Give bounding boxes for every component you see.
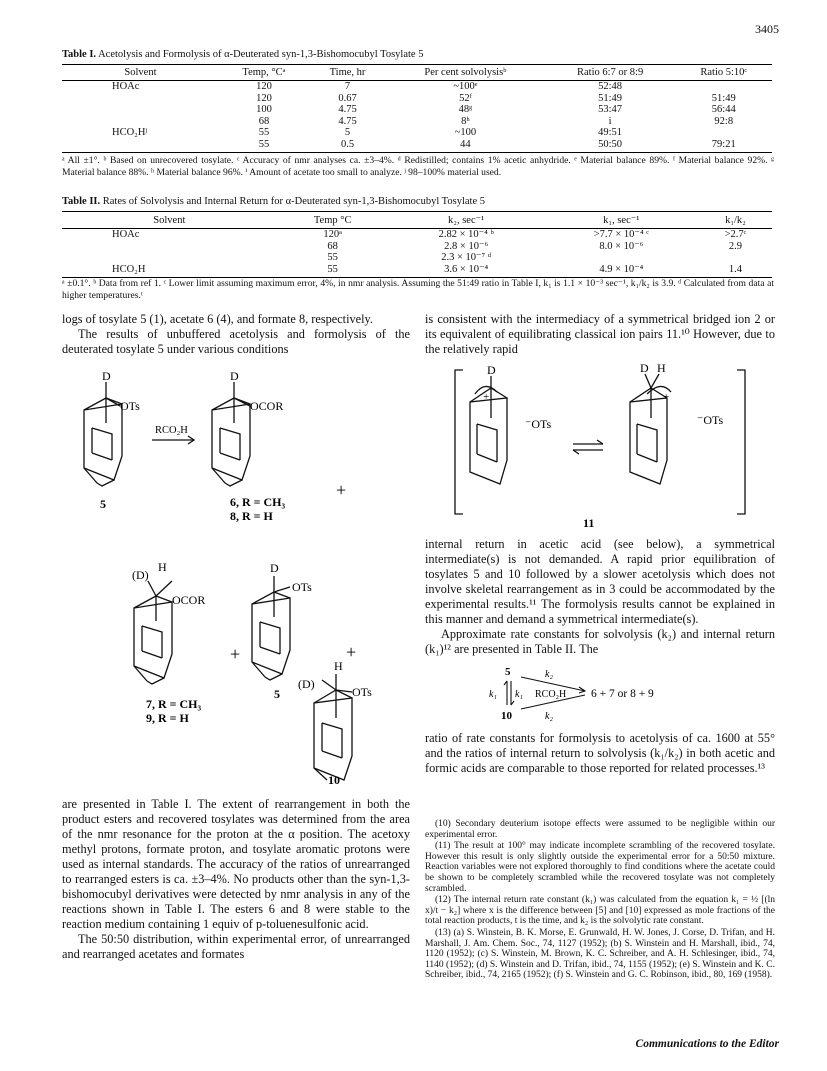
table-row (62, 116, 772, 128)
table-cell: 100 (256, 104, 272, 115)
left-column-bottom (62, 797, 410, 962)
scheme3-k1: k₁ (515, 689, 523, 700)
table-cell: HOAc (112, 229, 140, 240)
table-cell: 48ᵍ (458, 104, 473, 115)
table-cell: >7.7 × 10⁻⁴ ᶜ (593, 229, 649, 240)
table-cell (62, 252, 277, 264)
table1-header: Ratio 5:10ᶜ (676, 65, 773, 81)
table-cell: 50:50 (545, 139, 676, 153)
table-cell: 2.3 × 10⁻⁷ ᵈ (441, 252, 492, 263)
table-cell: 5 (344, 127, 351, 138)
references (425, 819, 775, 982)
plus-sign: + (336, 480, 347, 500)
table2 (62, 211, 772, 278)
scheme1-pd-label: (D) (132, 568, 149, 582)
table2-footnotes: ᵃ ±0.1°. ᵇ Data from ref 1. ᶜ Lower limit assuming maximum error, 4%, in nmr analysis. Assuming the 51:49 ratio in Table I, k₁ is 1.1 × 10⁻³ sec⁻¹, k₁/k₂ is 3.9. ᵈ Calculated from data at higher temperatures.ᵗ (62, 278, 774, 301)
table-cell (62, 139, 219, 153)
table2-header-row (62, 212, 772, 229)
scheme3-10: 10 (501, 710, 512, 722)
table-cell: ~100 (454, 127, 477, 138)
table-cell (676, 81, 773, 93)
table-row (62, 81, 772, 93)
table1-footnotes: ᵃ All ±1°. ᵇ Based on unrecovered tosylate. ᶜ Accuracy of nmr analyses ca. ±3–4%. ᵈ Redistilled; contains 1% acetic anhydride. ᵉ Material balance 89%. ᶠ Material balance 92%. ᵍ Material balance 88%. ʰ Material balance 96%. ⁱ Amount of acetate too small to analyze. ʲ 98–100% material used. (62, 155, 774, 178)
table1-header: Temp, °Cᵃ (219, 65, 309, 81)
table-cell: 52ᶠ (459, 92, 472, 104)
table-cell (544, 252, 699, 264)
scheme1-h-label: H (334, 659, 343, 673)
table-cell: 55 (219, 139, 309, 153)
kinetic-scheme (485, 665, 725, 725)
table1-header: Per cent solvolysisᵇ (386, 65, 545, 81)
paragraph: is consistent with the intermediacy of a symmetrical bridged ion 2 or its equivalent of equilibrating classical ion pairs 11.¹⁰ However, due to the relatively rapid (425, 312, 775, 356)
table-cell: 3.6 × 10⁻⁴ (389, 264, 544, 278)
table2-header: Temp °C (277, 212, 389, 229)
scheme1-d-label: D (230, 369, 239, 383)
table-cell: 8.0 × 10⁻⁶ (599, 240, 644, 252)
compound-6-label: 6, R = CH₃ (230, 495, 286, 509)
table-cell (676, 127, 773, 139)
table-cell (62, 116, 219, 128)
table-cell (699, 252, 772, 264)
scheme1-d-label: D (270, 561, 279, 575)
scheme1-ots-label: OTs (292, 580, 312, 594)
table1-header: Time, hr (309, 65, 386, 81)
plus-sign: + (230, 644, 241, 664)
table-cell: 4.75 (338, 104, 357, 115)
scheme3-5: 5 (505, 666, 511, 678)
right-column-top (425, 312, 775, 357)
table-cell: 120 (256, 81, 272, 92)
table-cell: 68 (327, 240, 338, 252)
table-cell: 49:51 (598, 127, 623, 138)
reagent-label: RCO₂H (155, 425, 188, 436)
compound-9-label: 9, R = H (146, 711, 189, 725)
scheme2-plus-label: + (663, 391, 670, 403)
table-cell: 79:21 (676, 139, 773, 153)
table-cell: 7 (344, 81, 351, 92)
paragraph: The results of unbuffered acetolysis and formolysis of the deuterated tosylate 5 under various conditions (62, 327, 410, 356)
table-cell: HCO₂Hʲ (112, 127, 148, 138)
table-row (62, 127, 772, 139)
right-column-after-scheme (425, 731, 775, 776)
scheme2-ots-label: ⁻OTs (525, 417, 552, 431)
table1-caption-text: Acetolysis and Formolysis of α-Deuterated syn-1,3-Bishomocubyl Tosylate 5 (98, 49, 424, 60)
compound-10-label: 10 (328, 773, 340, 787)
table-cell: ~100ᵉ (453, 81, 478, 92)
table-cell: 55 (258, 127, 270, 138)
table-cell: 0.67 (338, 92, 357, 104)
table-cell: HCO₂H (62, 264, 277, 278)
table-cell: 51:49 (711, 92, 736, 104)
scheme1-d-label: D (102, 369, 111, 383)
scheme1-ots-label: OTs (352, 685, 372, 699)
table-cell: 92:8 (714, 115, 734, 127)
reference: (10) Secondary deuterium isotope effects were assumed to be negligible within our experimental error. (425, 819, 775, 840)
table-row (62, 241, 772, 253)
table-cell: 1.4 (699, 264, 772, 278)
table-row (62, 264, 772, 278)
table-cell (62, 241, 277, 253)
scheme1-pd-label: (D) (298, 677, 315, 691)
table-cell: 2.82 × 10⁻⁴ ᵇ (438, 229, 494, 240)
table-cell: i (608, 115, 612, 127)
table2-header: k₁, sec⁻¹ (544, 212, 699, 229)
table-row (62, 139, 772, 153)
scheme2-ots-label: ⁻OTs (697, 413, 724, 427)
scheme2-d-label: D (487, 363, 496, 377)
paragraph: are presented in Table I. The extent of rearrangement in both the product esters and recovered tosylates was determined from the area of the nmr resonance for the proton at the α position. The acetoxy methyl protons, formate proton, and tosylate aromatic protons were used as internal standards. The accuracy of the ratios of unrearranged to rearranged esters is ca. ±3–4%. No products other than the syn-1,3-bishomocubyl derivatives were detected by nmr analysis in any of the reactions shown in Table I. The esters 6 and 8 were stable to the reaction medium containing 1 equiv of p-toluenesulfonic acid. (62, 797, 410, 931)
scheme1-ots-label: OTs (120, 399, 140, 413)
paragraph: ratio of rate constants for formolysis to acetolysis of ca. 1600 at 55° and the ratios of internal return to solvolysis (k₁/k₂) in both acetic and formic acids are comparable to those reported for related processes.¹³ (425, 731, 775, 775)
paragraph: internal return in acetic acid (see below), a symmetrical intermediate(s) is not demanded. A rapid prior equilibration of tosylates 5 and 10 followed by a slower acetolysis which does not involve skeletal rearrangement as in 3 could be accommodated by the experimental results.¹¹ The formolysis results cannot be explained in this manner and demand a symmetrical intermediate(s). (425, 537, 775, 626)
reaction-scheme-2 (425, 362, 775, 537)
table-cell: 4.75 (338, 115, 357, 127)
table1-caption (62, 49, 423, 60)
table-cell: 120ᵃ (323, 229, 342, 240)
table-cell: >2.7ᶜ (724, 229, 747, 240)
table2-header: k₁/k₂ (699, 212, 772, 229)
scheme3-k1: k₁ (489, 689, 497, 700)
compound-11-label: 11 (583, 516, 595, 530)
table-row (62, 229, 772, 241)
table-cell: 55 (327, 252, 338, 263)
footer-section-title: Communications to the Editor (635, 1038, 779, 1050)
compound-5-label: 5 (274, 687, 280, 701)
reference: (12) The internal return rate constant (k₁) was calculated from the equation k₁ = ½ [(ln x)/t − k₂] where x is the difference between [5] and [10] expressed as mole fractions of the total reaction products, t is the time, and k₂ is the solvolytic rate constant. (425, 895, 775, 927)
table-cell: 8ʰ (461, 115, 470, 127)
table-cell: 51:49 (598, 92, 623, 104)
table-row (62, 252, 772, 264)
compound-8-label: 8, R = H (230, 509, 273, 523)
reaction-scheme-1 (62, 368, 412, 790)
paragraph: The 50:50 distribution, within experimental error, of unrearranged and rearranged acetates and formates (62, 932, 410, 961)
table1 (62, 64, 772, 153)
table-cell: 120 (256, 92, 272, 104)
table-cell: 44 (386, 139, 545, 153)
table-row (62, 104, 772, 116)
compound-5-label: 5 (100, 497, 106, 511)
table1-header: Solvent (62, 65, 219, 81)
table-cell: 4.9 × 10⁻⁴ (544, 264, 699, 278)
scheme1-ocor-label: OCOR (172, 593, 206, 607)
reference: (11) The result at 100° may indicate incomplete scrambling of the recovered tosylate. However this result is only slightly outside the experimental error for a 50:50 mixture. Reaction variables were not explored thoroughly to find conditions where the acetate could be shown to be completely scrambled while the recovered tosylate was not completely scrambled. (425, 841, 775, 894)
scheme3-k2: k₂ (545, 669, 553, 680)
scheme2-h-label: H (657, 362, 666, 375)
table1-header-row (62, 65, 772, 81)
table-cell (62, 104, 219, 116)
table2-caption (62, 196, 485, 207)
scheme3-k2: k₂ (545, 711, 553, 722)
page-number: 3405 (755, 22, 779, 36)
table2-header: Solvent (62, 212, 277, 229)
table-cell: 2.8 × 10⁻⁶ (444, 240, 489, 252)
table-cell: 68 (258, 115, 270, 127)
table-cell: 52:48 (598, 81, 623, 92)
table2-header: k₂, sec⁻¹ (389, 212, 544, 229)
right-column-mid (425, 537, 775, 657)
scheme1-ocor-label: OCOR (250, 399, 284, 413)
scheme2-d-label: D (640, 362, 649, 375)
table-cell: HOAc (112, 81, 140, 92)
table1-caption-label: Table I. (62, 49, 97, 60)
table-row (62, 93, 772, 105)
paragraph: Approximate rate constants for solvolysis (k₂) and internal return (k₁)¹² are presented in Table II. The (425, 627, 775, 656)
compound-7-label: 7, R = CH₃ (146, 697, 202, 711)
table-cell: 0.5 (309, 139, 386, 153)
scheme2-plus-label: + (483, 391, 490, 403)
table2-caption-label: Table II. (62, 196, 101, 207)
table-cell: 2.9 (728, 240, 743, 252)
table-cell (62, 93, 219, 105)
plus-sign: + (346, 642, 357, 662)
table-cell: 56:44 (711, 104, 736, 115)
paragraph: logs of tosylate 5 (1), acetate 6 (4), and formate 8, respectively. (62, 312, 373, 326)
table2-caption-text: Rates of Solvolysis and Internal Return for α-Deuterated syn-1,3-Bishomocubyl Tosylate 5 (102, 196, 485, 207)
reference: (13) (a) S. Winstein, B. K. Morse, E. Grunwald, H. W. Jones, J. Corse, D. Trifan, and H. Marshall, J. Am. Chem. Soc., 74, 1127 (1952); (b) S. Winstein and H. Marshall, ibid., 74, 1120 (1952); (c) S. Winstein, M. Brown, K. C. Schreiber, and A. H. Schlesinger, ibid., 74, 1140 (1952); (d) S. Winstein and D. Trifan, ibid., 74, 1155 (1952); (e) S. Winstein and K. C. Schreiber, ibid., 74, 2165 (1952); (f) S. Winstein and G. C. Robinson, ibid., 80, 169 (1958). (425, 927, 775, 981)
scheme3-products: 6 + 7 or 8 + 9 (591, 688, 654, 700)
table-cell: 55 (277, 264, 389, 278)
table1-header: Ratio 6:7 or 8:9 (545, 65, 676, 81)
scheme3-reagent: RCO₂H (535, 689, 567, 700)
left-column-top (62, 312, 410, 357)
table-cell: 53:47 (598, 104, 623, 115)
scheme1-h-label: H (158, 560, 167, 574)
